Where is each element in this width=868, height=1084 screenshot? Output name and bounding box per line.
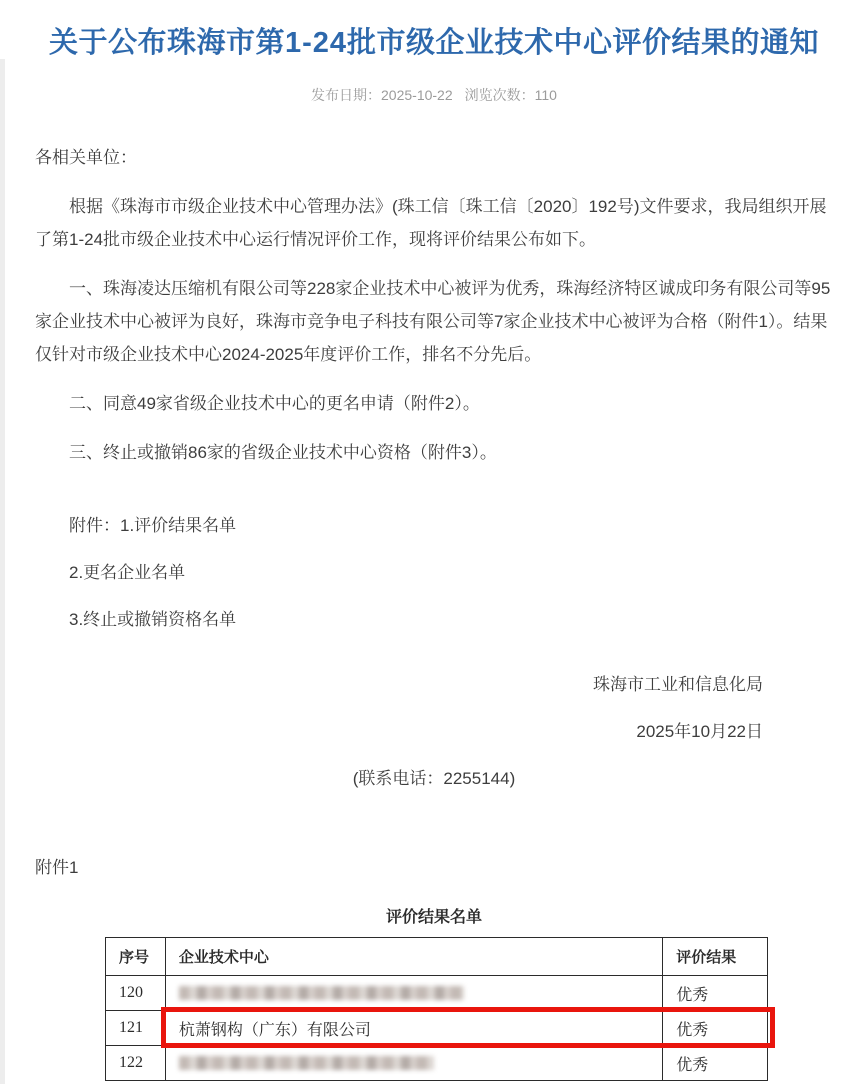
publish-date-value: 2025-10-22 — [381, 87, 453, 104]
page-title-prefix: 关于公布珠海市第 — [48, 27, 285, 59]
attachment-line: 3.终止或撤销资格名单 — [69, 610, 237, 630]
column-header-seq: 序号 — [106, 938, 166, 976]
views-count: 110 — [534, 87, 557, 104]
cell-seq: 120 — [106, 976, 166, 1011]
column-header-company: 企业技术中心 — [165, 938, 662, 976]
body-paragraph: 二、同意49家省级企业技术中心的更名申请（附件2）。 — [69, 394, 480, 414]
notice-body — [35, 141, 833, 795]
publish-date-label: 发布日期： — [311, 87, 382, 104]
column-header-result: 评价结果 — [663, 938, 768, 976]
body-paragraph: 根据《珠海市市级企业技术中心管理办法》(珠工信〔珠工信〔2020〕192号)文件要求，我局组织开展了第1-24批市级企业技术中心运行情况评价工作，现将评价结果公布如下。 — [35, 197, 827, 250]
redacted-company-name — [179, 986, 464, 1000]
cell-company — [165, 976, 662, 1011]
page-title — [35, 24, 833, 63]
annex-label: 附件1 — [35, 858, 79, 878]
attachment-line: 2.更名企业名单 — [69, 563, 186, 583]
issuing-agency: 珠海市工业和信息化局 — [593, 675, 763, 695]
cell-company: 杭萧钢构（广东）有限公司 — [165, 1011, 662, 1046]
body-paragraph: 一、珠海凌达压缩机有限公司等228家企业技术中心被评为优秀，珠海经济特区诚成印务有限公司等95家企业技术中心被评为良好，珠海市竞争电子科技有限公司等7家企业技术中心被评为合格（附件1）。结果仅针对市级企业技术中心2024-2025年度评价工作，排名不分先后。 — [35, 279, 831, 365]
notice-page — [0, 24, 868, 1081]
salutation: 各相关单位： — [35, 148, 137, 168]
cell-result: 优秀 — [663, 1046, 768, 1081]
cell-result: 优秀 — [663, 1011, 768, 1046]
page-left-edge — [0, 59, 5, 1084]
cell-company — [165, 1046, 662, 1081]
results-table-title: 评价结果名单 — [385, 909, 482, 927]
cell-seq: 121 — [106, 1011, 166, 1046]
cell-seq: 122 — [106, 1046, 166, 1081]
results-tbody — [106, 976, 768, 1081]
body-paragraph: 三、终止或撤销86家的省级企业技术中心资格（附件3）。 — [69, 443, 497, 463]
table-header-row — [106, 938, 768, 976]
body-paragraphs — [35, 190, 833, 469]
attachment-lines — [35, 556, 833, 636]
signature-date: 2025年10月22日 — [636, 722, 763, 742]
cell-result: 优秀 — [663, 976, 768, 1011]
attachments-list — [35, 509, 833, 636]
table-row — [106, 1046, 768, 1081]
table-row — [106, 976, 768, 1011]
page-title-suffix: 批市级企业技术中心评价结果的通知 — [347, 27, 820, 59]
redacted-company-name — [179, 1056, 434, 1070]
page-title-batch-number: 1-24 — [284, 27, 348, 59]
publish-meta-line — [35, 85, 833, 105]
attachments-label: 附件：1.评价结果名单 — [69, 516, 237, 536]
views-label: 浏览次数： — [464, 87, 535, 104]
annex-section — [35, 853, 833, 1081]
signature-block — [35, 668, 833, 795]
table-row-highlighted — [106, 1011, 768, 1046]
contact-phone: (联系电话：2255144) — [352, 769, 516, 789]
